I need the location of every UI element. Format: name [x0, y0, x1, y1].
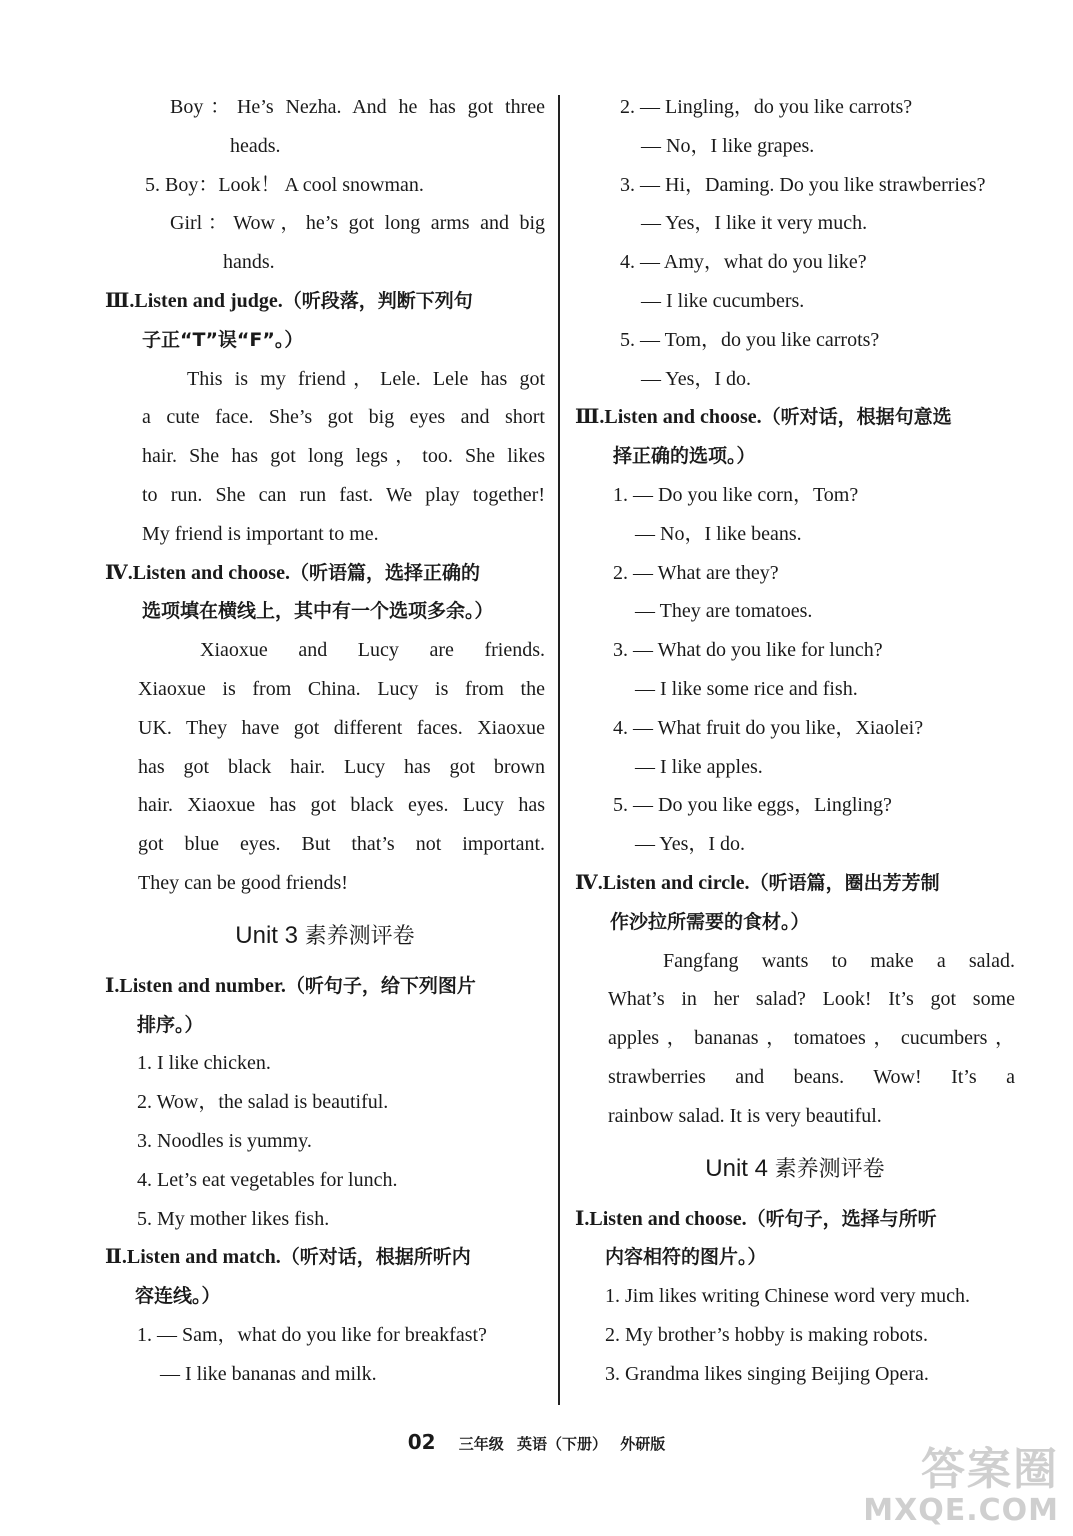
text-line: — I like apples.	[635, 755, 763, 778]
text-line: This is my friend，Lele. Lele has got	[187, 367, 545, 390]
text-line: 2. My brother’s hobby is making robots.	[605, 1323, 928, 1346]
section-instruction-cont: 容连线。）	[135, 1285, 221, 1308]
text-line: Fangfang wants to make a salad.	[663, 949, 1015, 972]
text-line: — No，I like grapes.	[641, 134, 815, 157]
section-number: Ⅳ.	[105, 561, 133, 584]
text-line: 3. Grandma likes singing Beijing Opera.	[605, 1362, 929, 1385]
watermark-line2: MXQE.COM	[863, 1493, 1059, 1528]
text-line: got blue eyes. But that’s not important.	[138, 833, 545, 856]
section-heading	[105, 1238, 545, 1277]
text-line: 2. — What are they?	[613, 561, 779, 584]
text-line: 5. — Do you like eggs，Lingling?	[613, 794, 892, 817]
section-instruction: （听句子，给下列图片	[285, 974, 476, 997]
text-line: 4. — Amy，what do you like?	[620, 251, 867, 274]
section-title: Listen and choose.	[589, 1207, 747, 1230]
text-line: — Yes，I do.	[635, 833, 746, 856]
text-line: a cute face. She’s got big eyes and short	[142, 406, 545, 429]
text-line: UK. They have got different faces. Xiaoxue	[138, 716, 545, 739]
text-line: 3. Noodles is yummy.	[137, 1129, 312, 1152]
text-line: hair. She has got long legs，too. She likes	[142, 445, 545, 468]
section-instruction: （听语篇，选择正确的	[289, 561, 480, 584]
section-number: Ⅰ.	[105, 974, 120, 997]
footer-subject: 英语（下册）	[517, 1435, 608, 1453]
section-title: Listen and number.	[119, 974, 286, 997]
section-heading	[105, 967, 545, 1006]
text-line: — No，I like beans.	[635, 522, 802, 545]
text-line: — Yes，I like it very much.	[641, 212, 868, 235]
unit-title	[105, 905, 545, 967]
section-instruction: （听语篇，圈出芳芳制	[749, 871, 940, 894]
footer-edition: 外研版	[620, 1435, 666, 1453]
text-line: 5. My mother likes fish.	[137, 1207, 330, 1230]
section-title: Listen and judge.	[134, 289, 283, 312]
page-number: 02	[407, 1430, 436, 1454]
text-line: apples，bananas，tomatoes，cucumbers，	[608, 1027, 1015, 1050]
section-instruction-cont: 作沙拉所需要的食材。）	[610, 910, 810, 933]
text-line: hair. Xiaoxue has got black eyes. Lucy has	[138, 794, 545, 817]
section-instruction-cont: 排序。）	[137, 1013, 204, 1036]
section-instruction-cont: 内容相符的图片。）	[605, 1246, 767, 1269]
text-line: Girl：Wow，he’s got long arms and big	[170, 212, 545, 235]
text-line: 3. — Hi，Daming. Do you like strawberries?	[620, 173, 986, 196]
section-title: Listen and circle.	[602, 871, 750, 894]
text-line: has got black hair. Lucy has got brown	[138, 755, 545, 778]
section-instruction: （听对话，根据所听内	[280, 1246, 471, 1269]
text-line: 3. — What do you like for lunch?	[613, 639, 883, 662]
text-line: — I like cucumbers.	[641, 289, 805, 312]
text-line: 1. — Sam，what do you like for breakfast?	[137, 1323, 487, 1346]
section-number: Ⅳ.	[575, 871, 603, 894]
section-heading	[575, 864, 1015, 903]
section-instruction: （听对话，根据句意选	[761, 406, 952, 429]
section-heading	[575, 1200, 1015, 1239]
text-line: strawberries and beans. Wow! It’s a	[608, 1065, 1015, 1088]
section-number: Ⅲ.	[575, 406, 605, 429]
text-line: 4. Let’s eat vegetables for lunch.	[137, 1168, 398, 1191]
text-line: — I like bananas and milk.	[160, 1362, 377, 1385]
column-divider	[558, 95, 560, 1405]
text-line: heads.	[230, 134, 281, 157]
watermark-line1: 答案圈	[921, 1444, 1059, 1495]
section-instruction-cont: 子正“T”误“F”。）	[142, 328, 304, 351]
unit-subtitle: 素养测评卷	[774, 1156, 885, 1182]
section-number: Ⅱ.	[105, 1246, 127, 1269]
section-instruction-cont: 选项填在横线上，其中有一个选项多余。）	[142, 600, 494, 623]
watermark-logo	[863, 1446, 1059, 1528]
text-line: They can be good friends!	[138, 871, 348, 894]
section-title: Listen and match.	[126, 1246, 281, 1269]
unit-label: Unit 3	[235, 921, 305, 949]
text-line: 1. I like chicken.	[137, 1052, 271, 1075]
section-heading	[105, 554, 545, 593]
text-line: rainbow salad. It is very beautiful.	[608, 1104, 882, 1127]
section-number: Ⅲ.	[105, 289, 135, 312]
text-line: hands.	[223, 251, 275, 274]
text-line: Xiaoxue and Lucy are friends.	[200, 639, 545, 662]
text-line: — They are tomatoes.	[635, 600, 813, 623]
text-line: 2. — Lingling，do you like carrots?	[620, 96, 913, 118]
text-line: 1. Jim likes writing Chinese word very much.	[605, 1285, 970, 1308]
text-line: What’s in her salad? Look! It’s got some	[608, 988, 1015, 1011]
text-line: to run. She can run fast. We play together!	[142, 483, 545, 506]
text-line: 5. — Tom，do you like carrots?	[620, 328, 880, 351]
right-column	[575, 88, 1015, 1394]
text-line: Xiaoxue is from China. Lucy is from the	[138, 677, 545, 700]
text-line: Boy：He’s Nezha. And he has got three	[170, 96, 545, 118]
text-line: 2. Wow，the salad is beautiful.	[137, 1091, 389, 1114]
section-instruction-cont: 择正确的选项。）	[613, 445, 756, 468]
section-title: Listen and choose.	[132, 561, 290, 584]
section-title: Listen and choose.	[604, 406, 762, 429]
section-instruction: （听段落，判断下列句	[282, 289, 473, 312]
text-line: My friend is important to me.	[142, 522, 379, 545]
section-heading	[575, 398, 1015, 437]
section-instruction: （听句子，选择与所听	[746, 1207, 937, 1230]
footer-grade: 三年级	[458, 1435, 504, 1453]
text-line: — Yes，I do.	[641, 367, 752, 390]
unit-title	[575, 1138, 1015, 1200]
text-line: 4. — What fruit do you like，Xiaolei?	[613, 716, 924, 739]
text-line: — I like some rice and fish.	[635, 677, 858, 700]
unit-subtitle: 素养测评卷	[304, 923, 415, 949]
text-line: 5. Boy：Look！ A cool snowman.	[145, 173, 424, 196]
left-column	[105, 88, 545, 1394]
text-line: 1. — Do you like corn，Tom?	[613, 483, 859, 506]
section-number: Ⅰ.	[575, 1207, 590, 1230]
unit-label: Unit 4	[705, 1154, 775, 1182]
section-heading	[105, 282, 545, 321]
